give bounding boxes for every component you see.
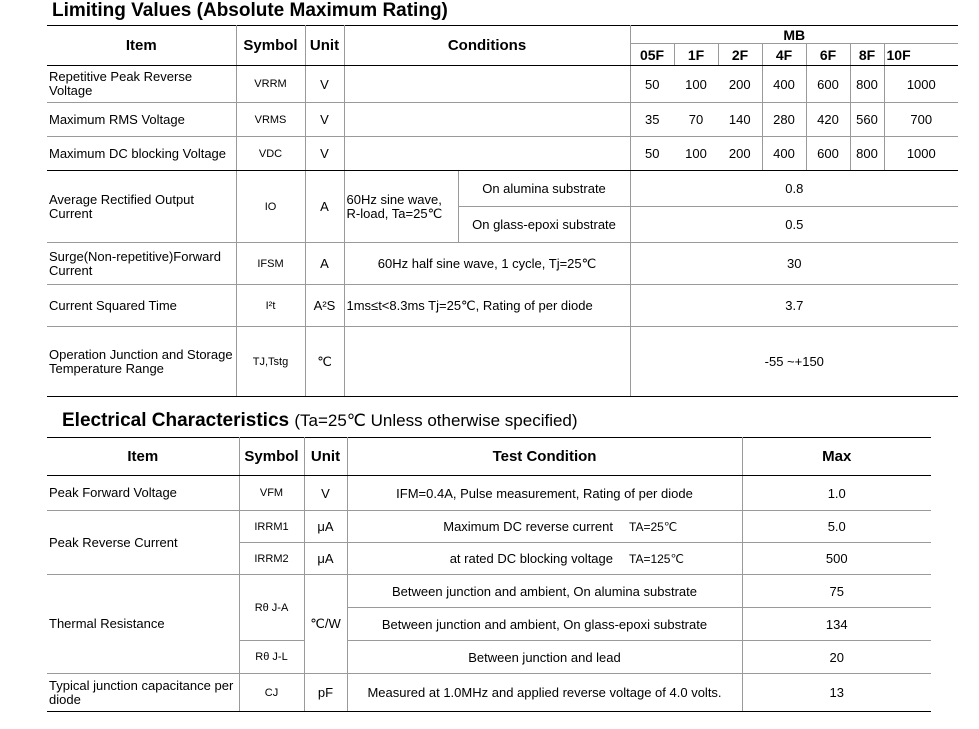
row-unit: ℃/W	[304, 575, 347, 674]
variant-header: 4F	[762, 44, 806, 66]
header-row	[47, 438, 931, 476]
header-test-condition: Test Condition	[347, 438, 742, 476]
row-symbol: Rθ J-A	[239, 575, 304, 641]
row-item: Maximum RMS Voltage	[47, 103, 236, 137]
header-unit: Unit	[304, 438, 347, 476]
header-conditions: Conditions	[344, 26, 630, 66]
row-subcondition: On glass-epoxi substrate	[458, 207, 630, 243]
row-symbol: IRRM2	[239, 543, 304, 575]
row-value: 100	[674, 137, 718, 171]
variant-header: 1F	[674, 44, 718, 66]
electrical-subtitle-text: (Ta=25℃ Unless otherwise specified)	[294, 411, 578, 430]
row-value: 50	[630, 137, 674, 171]
row-symbol: VRRM	[236, 66, 305, 103]
row-item: Average Rectified Output Current	[47, 171, 236, 243]
row-test-condition: Measured at 1.0MHz and applied reverse voltage of 4.0 volts.	[347, 674, 742, 712]
row-max: 1.0	[742, 476, 931, 511]
row-max: 75	[742, 575, 931, 608]
row-value: 140	[718, 103, 762, 137]
row-max: 20	[742, 641, 931, 674]
row-value: 800	[850, 137, 884, 171]
row-item: Surge(Non-repetitive)Forward Current	[47, 243, 236, 285]
table-row	[47, 327, 958, 397]
row-subcondition: On alumina substrate	[458, 171, 630, 207]
row-value: 3.7	[630, 285, 958, 327]
table-row	[47, 476, 931, 511]
row-max: 13	[742, 674, 931, 712]
row-value: 420	[806, 103, 850, 137]
row-item: Operation Junction and Storage Temperature Range	[47, 327, 236, 397]
row-symbol: IRRM1	[239, 511, 304, 543]
row-conditions: 60Hz sine wave, R-load, Ta=25℃	[344, 171, 458, 243]
table-row	[47, 243, 958, 285]
header-max: Max	[742, 438, 931, 476]
row-unit: V	[305, 66, 344, 103]
row-value: 1000	[884, 137, 958, 171]
row-value: 50	[630, 66, 674, 103]
header-symbol: Symbol	[236, 26, 305, 66]
row-value: 30	[630, 243, 958, 285]
row-symbol: I²t	[236, 285, 305, 327]
row-value: 400	[762, 137, 806, 171]
row-max: 5.0	[742, 511, 931, 543]
row-conditions	[344, 66, 630, 103]
table-row	[47, 575, 931, 608]
row-item: Maximum DC blocking Voltage	[47, 137, 236, 171]
row-unit: A	[305, 243, 344, 285]
row-conditions	[344, 137, 630, 171]
table-row	[47, 511, 931, 543]
row-symbol: IO	[236, 171, 305, 243]
table-row	[47, 674, 931, 712]
row-value: 700	[884, 103, 958, 137]
row-symbol: VRMS	[236, 103, 305, 137]
row-symbol: TJ,Tstg	[236, 327, 305, 397]
electrical-title-text: Electrical Characteristics	[62, 410, 290, 431]
header-item: Item	[47, 438, 239, 476]
row-value: 100	[674, 66, 718, 103]
row-value: 0.5	[630, 207, 958, 243]
row-test-condition: Between junction and ambient, On alumina substrate	[347, 575, 742, 608]
row-test-condition: Maximum DC reverse current	[347, 511, 627, 543]
row-conditions: 1ms≤t<8.3ms Tj=25℃, Rating of per diode	[344, 285, 630, 327]
row-item: Peak Reverse Current	[47, 511, 239, 575]
row-symbol: IFSM	[236, 243, 305, 285]
row-max: 500	[742, 543, 931, 575]
table-row	[47, 137, 958, 171]
row-unit: V	[304, 476, 347, 511]
table-row	[47, 285, 958, 327]
header-item: Item	[47, 26, 236, 66]
row-unit: μA	[304, 543, 347, 575]
row-ambient-temp: TA=125℃	[627, 543, 742, 575]
variant-header: 8F	[850, 44, 884, 66]
row-value: 600	[806, 137, 850, 171]
electrical-characteristics-title	[62, 410, 578, 432]
variant-header: 05F	[630, 44, 674, 66]
row-unit: V	[305, 103, 344, 137]
row-value: 200	[718, 137, 762, 171]
row-item: Repetitive Peak Reverse Voltage	[47, 66, 236, 103]
row-conditions	[344, 103, 630, 137]
row-symbol: CJ	[239, 674, 304, 712]
row-test-condition: Between junction and lead	[347, 641, 742, 674]
row-max: 134	[742, 608, 931, 641]
limiting-values-table	[47, 25, 958, 397]
table-row	[47, 66, 958, 103]
row-value: 800	[850, 66, 884, 103]
header-row-top	[47, 26, 958, 44]
row-value: 1000	[884, 66, 958, 103]
row-unit: A²S	[305, 285, 344, 327]
row-test-condition: IFM=0.4A, Pulse measurement, Rating of per diode	[347, 476, 742, 511]
header-mb-group: MB	[630, 26, 958, 44]
row-value: 560	[850, 103, 884, 137]
row-value: 600	[806, 66, 850, 103]
variant-header: 10F	[884, 44, 958, 66]
electrical-characteristics-table	[47, 437, 931, 712]
row-symbol: VDC	[236, 137, 305, 171]
row-unit: μA	[304, 511, 347, 543]
row-test-condition: at rated DC blocking voltage	[347, 543, 627, 575]
row-conditions	[344, 327, 630, 397]
row-unit: ℃	[305, 327, 344, 397]
row-item: Current Squared Time	[47, 285, 236, 327]
row-test-condition: Between junction and ambient, On glass-epoxi substrate	[347, 608, 742, 641]
row-unit: pF	[304, 674, 347, 712]
row-value: 35	[630, 103, 674, 137]
row-item: Thermal Resistance	[47, 575, 239, 674]
row-item: Peak Forward Voltage	[47, 476, 239, 511]
row-unit: A	[305, 171, 344, 243]
row-value: 280	[762, 103, 806, 137]
row-value: -55 ~+150	[630, 327, 958, 397]
row-ambient-temp: TA=25℃	[627, 511, 742, 543]
limiting-values-title: Limiting Values (Absolute Maximum Rating)	[52, 0, 448, 21]
table-row	[47, 103, 958, 137]
row-conditions: 60Hz half sine wave, 1 cycle, Tj=25℃	[344, 243, 630, 285]
row-symbol: VFM	[239, 476, 304, 511]
row-value: 200	[718, 66, 762, 103]
table-row	[47, 171, 958, 207]
row-value: 70	[674, 103, 718, 137]
header-symbol: Symbol	[239, 438, 304, 476]
header-unit: Unit	[305, 26, 344, 66]
variant-header: 2F	[718, 44, 762, 66]
row-value: 400	[762, 66, 806, 103]
row-item: Typical junction capacitance per diode	[47, 674, 239, 712]
variant-header: 6F	[806, 44, 850, 66]
row-unit: V	[305, 137, 344, 171]
row-symbol: Rθ J-L	[239, 641, 304, 674]
row-value: 0.8	[630, 171, 958, 207]
